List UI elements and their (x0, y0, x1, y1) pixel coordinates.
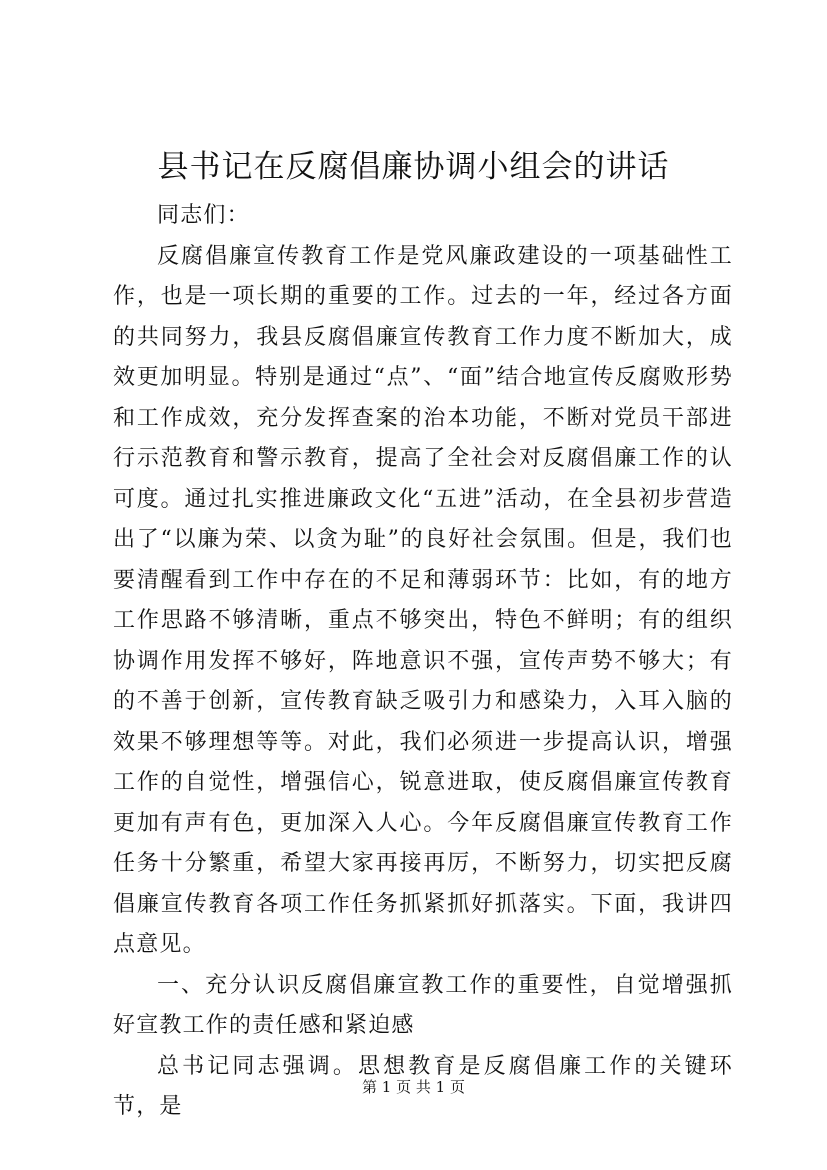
body-paragraph: 总书记同志强调。思想教育是反腐倡廉工作的关键环节，是 (113, 1053, 733, 1119)
salutation-paragraph: 同志们： (157, 203, 250, 228)
document-title: 县书记在反腐倡廉协调小组会的讲话 (157, 149, 670, 185)
body-paragraph: 反腐倡廉宣传教育工作是党风廉政建设的一项基础性工作，也是一项长期的重要的工作。过去的一年，经过各方面的共同努力，我县反腐倡廉宣传教育工作力度不断加大，成效更加明显。特别是通过“点”、“面”结合地宣传反腐败形势和工作成效，充分发挥查案的治本功能，不断对党员干部进行示范教育和警示教育，提高了全社会对反腐倡廉工作的认可度。通过扎实推进廉政文化“五进”活动，在全县初步营造出了“以廉为荣、以贪为耻”的良好社会氛围。但是，我们也要清醒看到工作中存在的不足和薄弱环节：比如，有的地方工作思路不够清晰，重点不够突出，特色不鲜明；有的组织协调作用发挥不够好，阵地意识不强，宣传声势不够大；有的不善于创新，宣传教育缺乏吸引力和感染力，入耳入脑的效果不够理想等等。对此，我们必须进一步提高认识，增强工作的自觉性，增强信心，锐意进取，使反腐倡廉宣传教育更加有声有色，更加深入人心。今年反腐倡廉宣传教育工作任务十分繁重，希望大家再接再厉，不断努力，切实把反腐倡廉宣传教育各项工作任务抓紧抓好抓落实。下面，我讲四点意见。 (113, 243, 733, 957)
document-body (113, 196, 733, 1128)
section-heading-paragraph: 一、充分认识反腐倡廉宣教工作的重要性，自觉增强抓好宣教工作的责任感和紧迫感 (113, 972, 733, 1038)
page-footer: 第 1 页 共 1 页 (362, 1078, 465, 1096)
